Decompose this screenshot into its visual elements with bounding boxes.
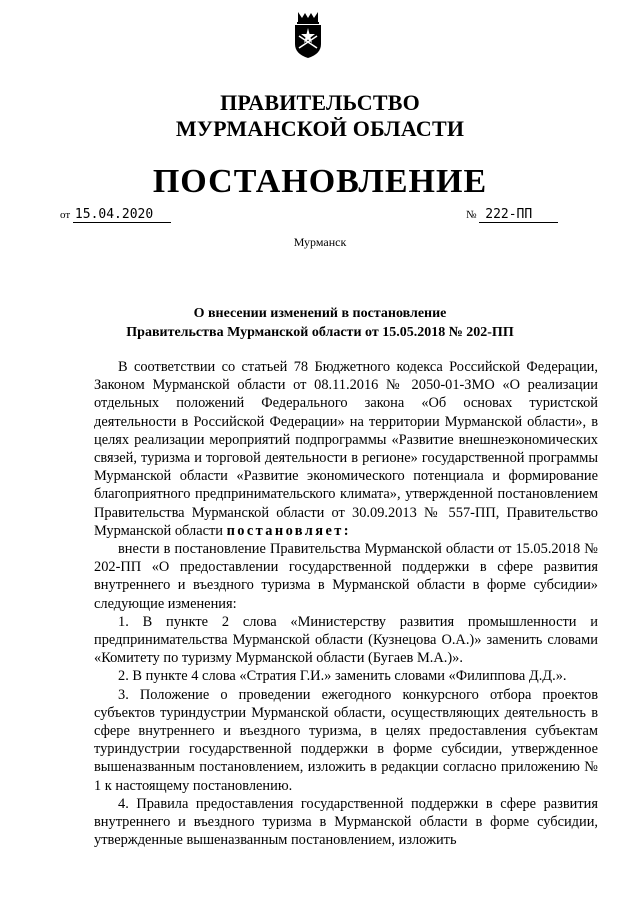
preamble-text: В соответствии со статьей 78 Бюджетного кодекса Российской Федерации, Законом Мурманской области от 08.11.2016 № 2050-01-ЗМО «О реализации отдельных положений Федерального закона «Об основах туристской деятельности в Российской Федерации» на территории Мурманской области», в целях реализации мероприятий подпрограммы «Развитие внешнеэкономических связей, туризма и торговой деятельности в регионе» государственной программы Мурманской области «Развитие экономического потенциала и формирование благоприятного предпринимательского климата», утвержденной постановлением Правительства Мурманской области от 30.09.2013 № 557-ПП, Правительство Мурманской области <box>94 359 598 539</box>
paragraph-item-3: 3. Положение о проведении ежегодного конкурсного отбора проектов субъектов туриндустрии Мурманской области, осуществляющих деятельность в сфере внутреннего и въездного туризма, в целях предоставления субъектам туриндустрии государственной поддержки в форме субсидии, утвержденное вышеназванным постановлением, изложить в редакции согласно приложению № 1 к настоящему постановлению. <box>94 686 598 794</box>
number-value: 222-ПП <box>479 207 558 223</box>
paragraph-item-1: 1. В пункте 2 слова «Министерству развития промышленности и предпринимательства Мурманской области (Кузнецова О.А.)» заменить словами «Комитету по туризму Мурманской области (Бугаев М.А.)». <box>94 613 598 667</box>
paragraph-item-2: 2. В пункте 4 слова «Стратия Г.И.» заменить словами «Филиппова Д.Д.». <box>118 668 567 685</box>
date-prefix: от <box>60 209 71 221</box>
decree-word: постановляет: <box>226 522 351 539</box>
document-body <box>94 358 598 849</box>
government-title-line1: ПРАВИТЕЛЬСТВО <box>220 90 420 115</box>
number-prefix: № <box>466 209 477 221</box>
subject-line1: О внесении изменений в постановление <box>193 306 447 321</box>
subject-line2: Правительства Мурманской области от 15.05.2018 № 202-ПП <box>126 325 514 340</box>
coat-of-arms-icon <box>292 10 324 60</box>
document-date <box>60 207 171 223</box>
paragraph-intro: внести в постановление Правительства Мурманской области от 15.05.2018 № 202-ПП «О предоставлении государственной поддержки в сфере развития внутреннего и въездного туризма в Мурманской области в форме субсидии» следующие изменения: <box>94 541 598 612</box>
government-title-line2: МУРМАНСКОЙ ОБЛАСТИ <box>175 116 465 141</box>
date-value: 15.04.2020 <box>73 207 171 223</box>
paragraph-item-4: 4. Правила предоставления государственной поддержки в сфере развития внутреннего и въездного туризма в Мурманской области в форме субсидии, утвержденные вышеназванным постановлением, изложить <box>94 795 598 849</box>
city-name: Мурманск <box>293 235 347 249</box>
preamble-paragraph <box>94 358 598 540</box>
document-type: ПОСТАНОВЛЕНИЕ <box>152 163 488 200</box>
document-number <box>466 207 558 223</box>
